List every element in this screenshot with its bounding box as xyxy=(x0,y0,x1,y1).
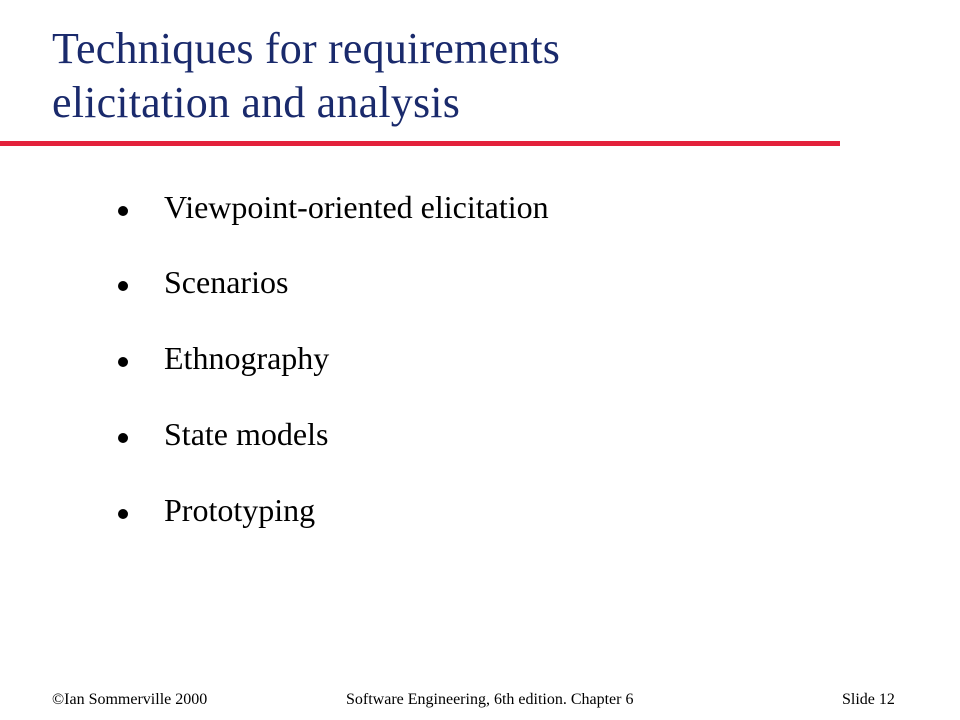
footer-copyright: ©Ian Sommerville 2000 xyxy=(52,691,208,708)
footer-slide-number: Slide 12 xyxy=(842,691,895,708)
bullet-item xyxy=(0,414,700,454)
bullet-text: Scenarios xyxy=(164,264,289,300)
title-underline-rule xyxy=(0,141,840,146)
bullet-item xyxy=(0,338,700,378)
footer-book-title: Software Engineering, 6th edition. Chapter 6 xyxy=(346,691,634,708)
bullet-dot-icon xyxy=(118,433,128,443)
bullet-dot-icon xyxy=(118,206,128,216)
bullet-text: Ethnography xyxy=(164,340,330,376)
bullet-dot-icon xyxy=(118,281,128,291)
bullet-dot-icon xyxy=(118,357,128,367)
slide-title xyxy=(52,22,872,130)
bullet-dot-icon xyxy=(118,509,128,519)
bullet-item xyxy=(0,262,700,302)
bullet-text: Prototyping xyxy=(164,492,316,528)
bullet-item xyxy=(0,187,700,227)
bullet-text: State models xyxy=(164,416,329,452)
bullet-text: Viewpoint-oriented elicitation xyxy=(164,189,549,225)
slide-title-line-2: elicitation and analysis xyxy=(52,78,461,127)
slide-title-line-1: Techniques for requirements xyxy=(52,24,561,73)
bullet-item xyxy=(0,490,700,530)
